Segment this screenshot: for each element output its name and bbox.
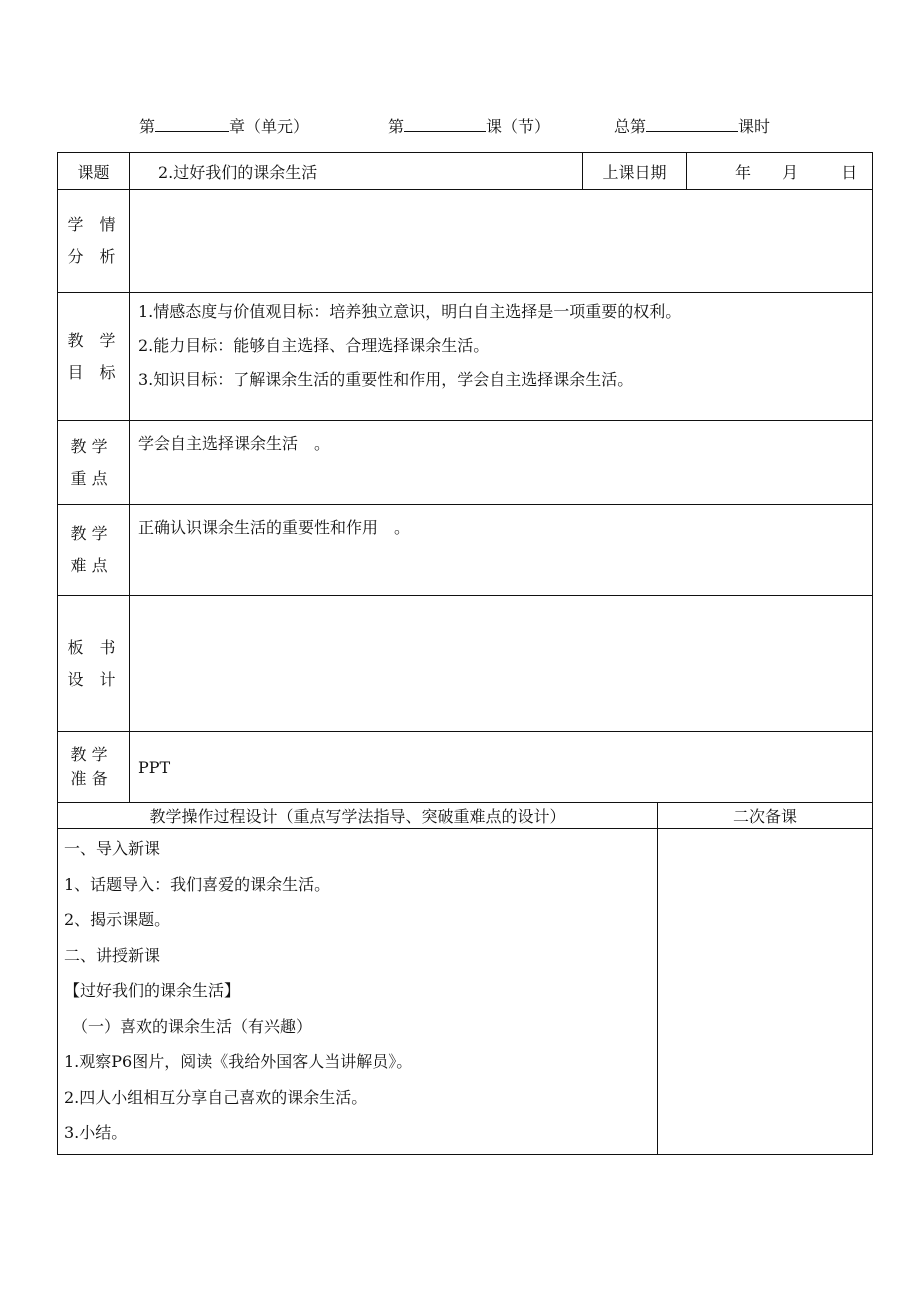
- label-line: 难 点: [70, 556, 108, 575]
- date-value[interactable]: [687, 153, 873, 190]
- difficulties-row: [58, 505, 873, 596]
- label-line: 板 书: [67, 637, 116, 657]
- lesson-prefix: 第: [388, 117, 405, 136]
- lesson-field: [388, 114, 550, 138]
- label-line: 教 学: [70, 745, 108, 764]
- teaching-goals-content[interactable]: [130, 293, 873, 421]
- label-line: 分 析: [67, 247, 116, 266]
- total-prefix: 总第: [614, 117, 647, 136]
- lesson-blank[interactable]: [404, 114, 486, 132]
- label-line: 教 学: [67, 330, 116, 350]
- process-content[interactable]: [58, 829, 658, 1155]
- difficulty-line: 正确认识课余生活的重要性和作用 。: [138, 518, 411, 537]
- blackboard-design-label: [58, 596, 130, 732]
- date-month: 月: [782, 162, 799, 182]
- label-line: 目 标: [67, 362, 116, 382]
- goal-line: 1.情感态度与价值观目标：培养独立意识，明白自主选择是一项重要的权利。: [138, 302, 682, 321]
- student-analysis-row: [58, 190, 873, 293]
- preparation-content[interactable]: [130, 732, 873, 803]
- teaching-goals-row: [58, 293, 873, 421]
- label-line: 设 计: [67, 669, 116, 689]
- key-points-label: [58, 421, 130, 505]
- topic-row: [58, 153, 873, 190]
- difficulties-content[interactable]: [130, 505, 873, 596]
- total-hours-field: [614, 114, 770, 138]
- goal-line: 3.知识目标：了解课余生活的重要性和作用，学会自主选择课余生活。: [138, 370, 634, 389]
- label-line: 教 学: [70, 524, 108, 543]
- label-line: 学 情: [67, 215, 116, 234]
- process-table: [57, 802, 873, 1155]
- process-line: 【过好我们的课余生活】: [64, 981, 241, 1000]
- date-year: 年: [735, 162, 752, 182]
- chapter-suffix: 章（单元）: [229, 117, 310, 136]
- preparation-line: PPT: [138, 757, 171, 777]
- topic-value[interactable]: 2.过好我们的课余生活: [130, 153, 583, 190]
- process-line: （一）喜欢的课余生活（有兴趣）: [72, 1016, 313, 1036]
- goal-line: 2.能力目标：能够自主选择、合理选择课余生活。: [138, 336, 490, 355]
- total-suffix: 课时: [738, 117, 771, 136]
- process-body-row: [58, 829, 873, 1155]
- label-line: 重 点: [70, 468, 108, 488]
- process-line: 二、讲授新课: [64, 945, 161, 965]
- process-line: 3.小结。: [64, 1123, 128, 1142]
- chapter-prefix: 第: [139, 117, 156, 136]
- preparation-label: [58, 732, 130, 803]
- key-point-line: 学会自主选择课余生活 。: [138, 434, 331, 453]
- label-line: 准 备: [70, 769, 108, 788]
- label-line: 教 学: [70, 436, 108, 456]
- lesson-suffix: 课（节）: [486, 117, 551, 136]
- process-heading: 教学操作过程设计（重点写学法指导、突破重难点的设计）: [58, 803, 658, 829]
- process-line: 1.观察P6图片，阅读《我给外国客人当讲解员》。: [64, 1052, 413, 1071]
- preparation-row: [58, 732, 873, 803]
- lesson-header: [0, 114, 920, 136]
- process-line: 2、揭示课题。: [64, 910, 171, 929]
- difficulties-label: [58, 505, 130, 596]
- lesson-info-table: [57, 152, 873, 803]
- chapter-field: [139, 114, 309, 138]
- process-line: 一、导入新课: [64, 839, 161, 858]
- second-prep-heading: 二次备课: [658, 803, 873, 829]
- process-line: 2.四人小组相互分享自己喜欢的课余生活。: [64, 1087, 368, 1107]
- student-analysis-label: [58, 190, 130, 293]
- blackboard-design-row: [58, 596, 873, 732]
- second-prep-content[interactable]: [658, 829, 873, 1155]
- total-blank[interactable]: [646, 114, 738, 132]
- process-line: 1、话题导入：我们喜爱的课余生活。: [64, 874, 331, 894]
- chapter-blank[interactable]: [155, 114, 229, 132]
- date-day: 日: [841, 162, 858, 182]
- key-points-content[interactable]: [130, 421, 873, 505]
- date-label: 上课日期: [583, 153, 687, 190]
- teaching-goals-label: [58, 293, 130, 421]
- key-points-row: [58, 421, 873, 505]
- topic-label: 课题: [58, 153, 130, 190]
- student-analysis-content[interactable]: [130, 190, 873, 293]
- blackboard-design-content[interactable]: [130, 596, 873, 732]
- process-header-row: [58, 803, 873, 829]
